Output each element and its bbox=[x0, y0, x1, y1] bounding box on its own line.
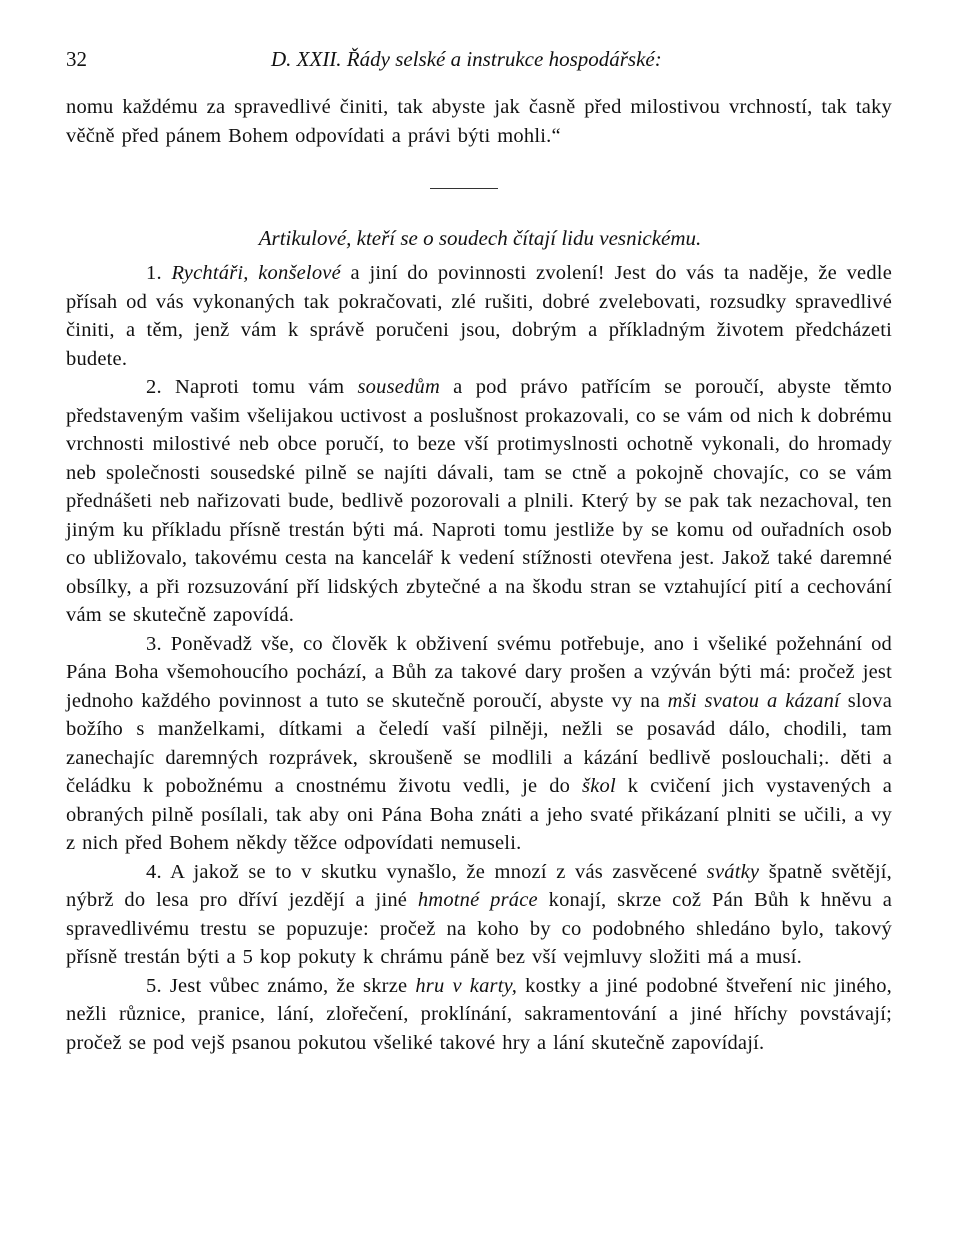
article-1-emphasis: Rychtáři, konšelové bbox=[171, 262, 341, 284]
article-3-text-1: Poněvadž vše, co člověk k obživení svému potřebuje, ano i všeliké požehnání od Pána Boha všemohoucího pochází, a Bůh za takové dary prošen a vzýván býti má: pročež jest jednoho každého povinnost a tuto se skutečně poroučí, abyste vy na bbox=[66, 632, 893, 712]
article-2-number: 2. bbox=[146, 376, 162, 398]
article-2 bbox=[66, 373, 892, 630]
page-number: 32 bbox=[66, 47, 87, 71]
article-3-emphasis-1: mši svatou a kázaní bbox=[667, 689, 840, 712]
article-4-text-3: konají, skrze což Pán Bůh k hněvu a spravedlivému trestu se popuzuje: pročež na koho by co podobného shledáno bylo, takový přísně trestán býti a 5 kop pokuty k chrámu páně bez vší vejmluvy složiti má a musí. bbox=[66, 889, 892, 968]
article-1 bbox=[66, 259, 892, 373]
article-4-emphasis-2: hmotné práce bbox=[417, 889, 538, 911]
article-5 bbox=[66, 972, 892, 1058]
article-3-number: 3. bbox=[146, 632, 162, 655]
article-4-emphasis-1: svátky bbox=[706, 860, 760, 883]
page-header bbox=[66, 44, 892, 74]
article-2-text-1: Naproti tomu vám bbox=[175, 376, 358, 398]
article-5-text-2: kostky a jiné podobné štveření nic jiného, nežli různice, pranice, lání, zlořečení, proklínání, sakramentování a jiné hříchy povstávají; pročež se pod vejš psanou pokutou všeliké takové hry a lání skutečně zapovídají. bbox=[66, 974, 893, 1054]
article-5-emphasis-1: hru v karty, bbox=[415, 974, 518, 997]
section-title: Artikulové, kteří se o soudech čítají lidu vesnickému. bbox=[258, 226, 702, 250]
article-2-text-2: a pod právo patřícím se poroučí, abyste těmto představeným vašim všelijakou uctivost a poslušnost prokazovali, co se vám od nich k dobrému vrchnosti milostivé neb obce poručí, to beze vší protimyslnosti ochotně vykonali, do hromady neb společnosti sousedské pilně se najíti dávali, tam se ctně a pokojně chovajíc, co se vám přednášeti neb nařizovati bude, bedlivě pozorovali a plnili. Který by se pak tak nezachoval, ten jiným ku příkladu přísně trestán býti má. Naproti tomu jestliže by se komu od ouřadních osob co ubližovalo, takovému cesta na kancelář k vedení stížnosti otevřena jest. Jakož také daremné obsílky, a při rozsuzování pří lidských zbytečné a na škodu stran se vztahující pití a cechování vám se skutečně zapovídá. bbox=[66, 376, 892, 626]
article-4-text-2: špatně světějí, nýbrž do lesa pro dříví jezdějí a jiné bbox=[66, 860, 892, 911]
article-3 bbox=[66, 630, 892, 858]
intro-text: nomu každému za spravedlivé činiti, tak abyste jak časně před milostivou vrchností, tak taky věčně před pánem Bohem odpovídati a právi býti mohli.“ bbox=[66, 96, 892, 147]
articles-body bbox=[66, 259, 892, 1057]
article-1-number: 1. bbox=[146, 262, 162, 284]
article-4 bbox=[66, 858, 892, 972]
article-2-emphasis-1: sousedům bbox=[357, 376, 440, 398]
article-5-number: 5. bbox=[146, 974, 162, 997]
article-3-emphasis-2: škol bbox=[582, 775, 616, 797]
section-divider bbox=[430, 188, 498, 189]
article-1-text: a jiní do povinnosti zvolení! Jest do vás ta naděje, že vedle přísah od vás vykonaných tak pokračovati, zlé rušiti, dobré zvelebovati, rozsudky spravedlivé činiti, a těm, jenž vám k správě poručeni jsou, dobrým a příkladným životem předcházeti budete. bbox=[66, 262, 892, 370]
running-title: D. XXII. Řády selské a instrukce hospodářské: bbox=[271, 47, 662, 71]
article-4-text-1: A jakož se to v skutku vynašlo, že mnozí z vás zasvěcené bbox=[170, 860, 707, 883]
intro-paragraph bbox=[66, 93, 892, 150]
article-5-text-1: Jest vůbec známo, že skrze bbox=[169, 974, 416, 997]
article-4-number: 4. bbox=[146, 860, 162, 883]
article-3-text-3: k cvičení jich vystavených a obraných pilně posílali, tak aby oni Pána Boha znáti a jeho svaté přikázaní plniti se učili, a vy z nich před Bohem někdy těžce odpovídati nemuseli. bbox=[66, 775, 892, 854]
article-3-text-2: slova božího s manželkami, dítkami a čeledí vaší pilněji, nežli se posavád dálo, chodili, tam zanechajíc daremných rozprávek, skroušeně se modlili a kázání bedlivě poslouchali;. děti a čeládku k pobožnému a cnostnému životu vedli, je do bbox=[66, 689, 892, 797]
